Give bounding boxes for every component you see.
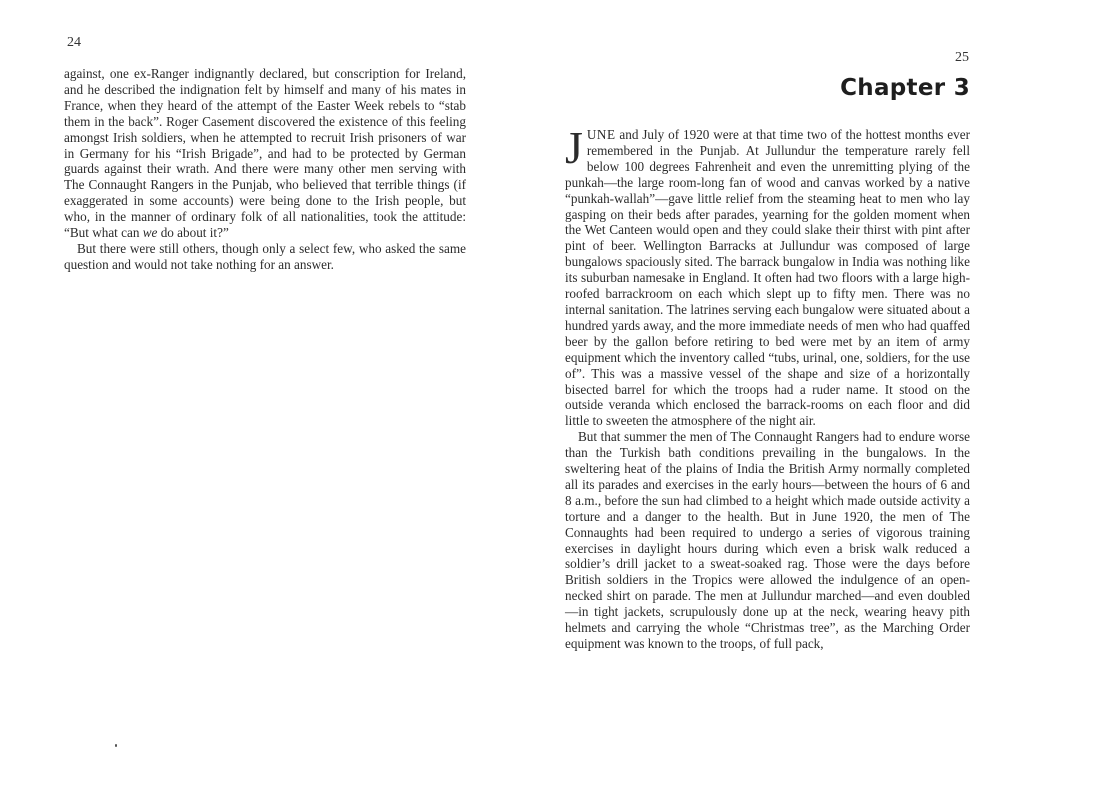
left-page-text <box>64 66 466 273</box>
right-page <box>540 0 1103 792</box>
emphasis-we: we <box>142 225 158 241</box>
left-paragraph-2: But there were still others, though only a select few, who asked the same question and would not take nothing for an answer. <box>64 240 466 272</box>
page-speck <box>115 744 117 747</box>
page-number-left: 24 <box>67 35 81 50</box>
right-paragraph-1 <box>565 122 971 429</box>
left-paragraph-1 <box>64 66 466 241</box>
right-paragraph-2: But that summer the men of The Connaught Rangers had to endure worse than the Turkish bath conditions prevailing in the bungalows. In the sweltering heat of the plains of India the British Army normally completed all its parades and exercises in the early hours—between the hours of 6 and 8 a.m., before the sun had climbed to a height which made outside activity a torture and a danger to the health. But in June 1920, the men of The Connaughts had been required to undergo a series of vigorous training exercises in daylight hours during which even a brisk walk reduced a soldier’s drill jacket to a sweat-soaked rag. Those were the days before British soldiers in the Tropics were allowed the indulgence of an open-necked shirt on parade. The men at Jullundur marched—and even doubled—in tight jackets, scrupulously done up at the neck, wearing heavy pith helmets and carrying the whole “Christmas tree”, as the Marching Order equipment was known to the troops, of full pack, <box>565 429 970 651</box>
left-paragraph-1-end: do about it?” <box>160 225 229 241</box>
left-paragraph-1-text: against, one ex-Ranger indignantly declared, but conscription for Ireland, and he described the indignation felt by himself and many of his mates in France, when they heard of the attempt of the Easter Week rebels to “stab them in the back”. Roger Casement discovered the existence of this feeling amongst Irish soldiers, when he attempted to recruit Irish prisoners of war in Germany for his “Irish Brigade”, and had to be protected by German guards against their wrath. And there were many other men serving with The Connaught Rangers in the Punjab, who believed that terrible things (if exaggerated in some accounts) were being done to the Irish people, but who, in the manner of ordinary folk of all nationalities, took the attitude: “But what can <box>64 66 466 241</box>
chapter-title: Chapter 3 <box>840 75 970 101</box>
lead-caps: UNE <box>586 127 616 142</box>
right-page-text <box>565 122 971 652</box>
left-page <box>0 0 520 792</box>
right-paragraph-1-text: and July of 1920 were at that time two of the hottest months ever remembered in the Punjab. At Jullundur the temperature rarely fell below 100 degrees Fahrenheit and even the unremitting plying of the punkah—the large room-long fan of wood and canvas worked by a native “punkah-wallah”—gave little relief from the steaming heat to men who lay gasping on their beds after parades, yearning for the golden moment when the Wet Canteen would open and they could slake their thirst with pint after pint of beer. Wellington Barracks at Jullundur was composed of large bungalows spaciously sited. The barrack bungalow in India was nothing like its suburban namesake in England. It often had two floors with a large high-roofed barrackroom on each which slept up to fifty men. There was no internal sanitation. The latrines serving each bungalow were situated about a hundred yards away, and the more immediate needs of men who had quaffed beer by the gallon before retiring to bed were met by an item of army equipment which the inventory called “tubs, urinal, one, soldiers, for the use of”. This was a massive vessel of the shape and size of a horizontally bisected barrel for which the troops had a ruder name. It stood on the outside veranda which enclosed the barrack-rooms on each floor and did little to sweeten the atmosphere of the night air. <box>565 127 971 429</box>
drop-cap: J <box>565 122 583 173</box>
page-number-right: 25 <box>955 50 969 65</box>
